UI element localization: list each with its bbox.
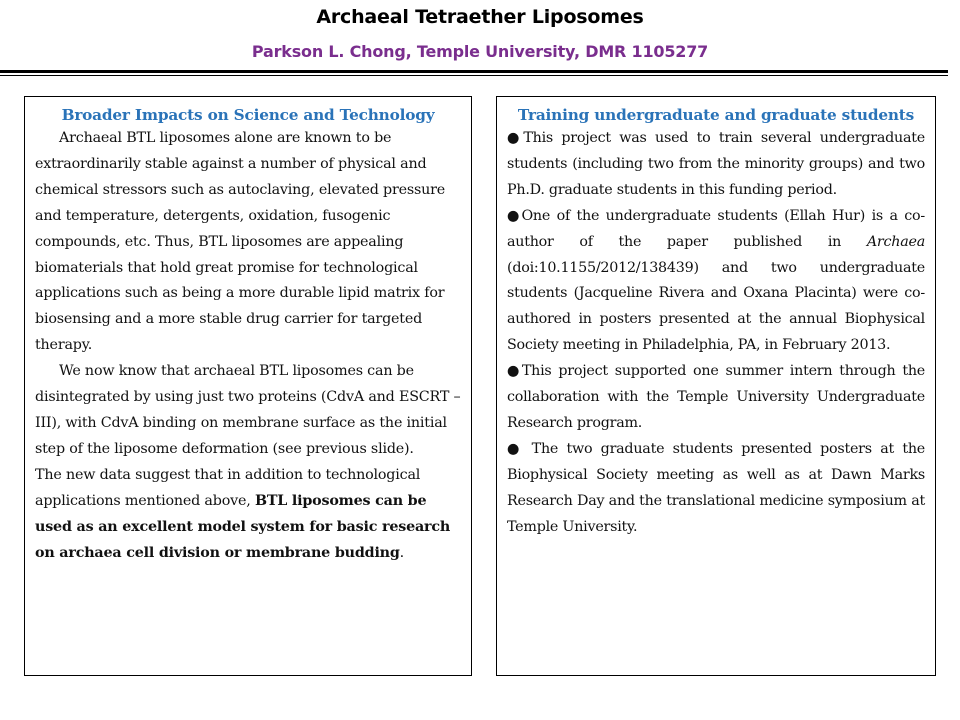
paragraph-3-plain: The new data suggest that in addition to technological applications mentioned above, <box>35 466 421 509</box>
training-bullet-2 <box>507 204 925 359</box>
training-bullet-1: ●This project was used to train several undergraduate students (including two from the minority groups) and two Ph.D. graduate students in this funding period. <box>507 130 925 198</box>
broader-impacts-paragraph-2: We now know that archaeal BTL liposomes can be disintegrated by using just two proteins (CdvA and ESCRT –III), with CdvA binding on membrane surface as the initial step of the liposome deformation (see previous slide). <box>35 363 461 457</box>
training-bullet-4: ● The two graduate students presented posters at the Biophysical Society meeting as well as at Dawn Marks Research Day and the translational medicine symposium at Temple University. <box>507 440 925 535</box>
broader-impacts-heading: Broader Impacts on Science and Technology <box>61 106 435 124</box>
bullet-2-journal: Archaea <box>866 233 925 250</box>
header-rule-thin <box>0 75 948 76</box>
training-panel <box>496 96 936 676</box>
training-bullet-3: ●This project supported one summer intern through the collaboration with the Temple University Undergraduate Research program. <box>507 363 925 431</box>
training-body <box>507 126 925 541</box>
page-subtitle: Parkson L. Chong, Temple University, DMR 1105277 <box>251 42 709 61</box>
bullet-2-text-a: ●One of the undergraduate students (Ellah Hur) is a co-author of the paper published in <box>507 207 925 250</box>
broader-impacts-paragraph-1: Archaeal BTL liposomes alone are known to be extraordinarily stable against a number of physical and chemical stressors such as autoclaving, elevated pressure and temperature, detergents, oxidation, fusogenic compounds, etc. Thus, BTL liposomes are appealing biomaterials that hold great promise for technological applications such as being a more durable lipid matrix for biosensing and a more stable drug carrier for targeted therapy. <box>35 130 446 354</box>
broader-impacts-panel <box>24 96 472 676</box>
paragraph-3-bold: BTL liposomes can be used as an excellent model system for basic research on archaea cell division or membrane budding <box>35 492 451 561</box>
broader-impacts-paragraph-3 <box>35 463 461 567</box>
paragraph-3-end: . <box>399 544 405 561</box>
training-heading: Training undergraduate and graduate students <box>517 106 915 124</box>
header-rule-thick <box>0 70 948 73</box>
page-title: Archaeal Tetraether Liposomes <box>316 6 644 28</box>
broader-impacts-body <box>35 126 461 566</box>
bullet-2-text-b: (doi:10.1155/2012/138439) and two undergraduate students (Jacqueline Rivera and Oxana Placinta) were co-authored in posters presented at the annual Biophysical Society meeting in Philadelphia, PA, in February 2013. <box>507 259 925 354</box>
